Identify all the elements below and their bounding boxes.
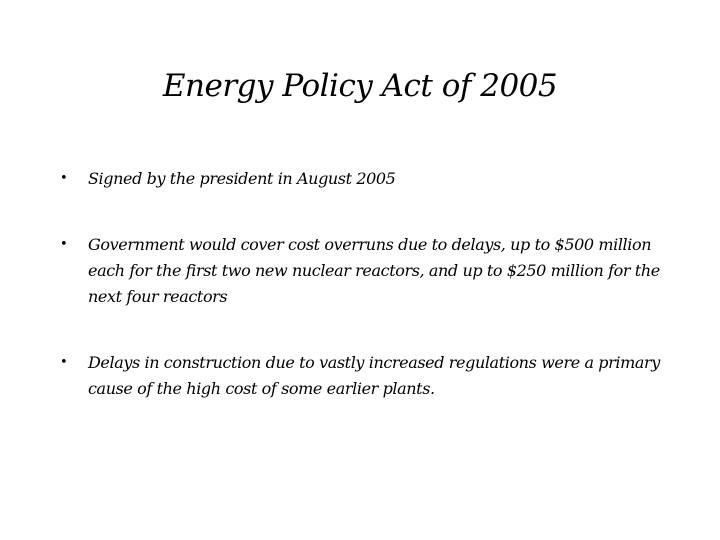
bullet-icon: •: [60, 355, 68, 370]
bullet-text: Delays in construction due to vastly increased regulations were a primary cause of the high cost of some earlier plants.: [88, 353, 660, 398]
bullet-list: [58, 166, 670, 442]
slide-title: Energy Policy Act of 2005: [162, 68, 558, 104]
bullet-text: Signed by the president in August 2005: [88, 169, 396, 188]
bullet-item: [58, 166, 670, 192]
bullet-item: [58, 232, 670, 310]
bullet-icon: •: [60, 171, 68, 186]
bullet-item: [58, 350, 670, 402]
bullet-text: Government would cover cost overruns due to delays, up to $500 million each for the first two new nuclear reactors, and up to $250 million for the next four reactors: [88, 235, 660, 306]
bullet-icon: •: [60, 237, 68, 252]
